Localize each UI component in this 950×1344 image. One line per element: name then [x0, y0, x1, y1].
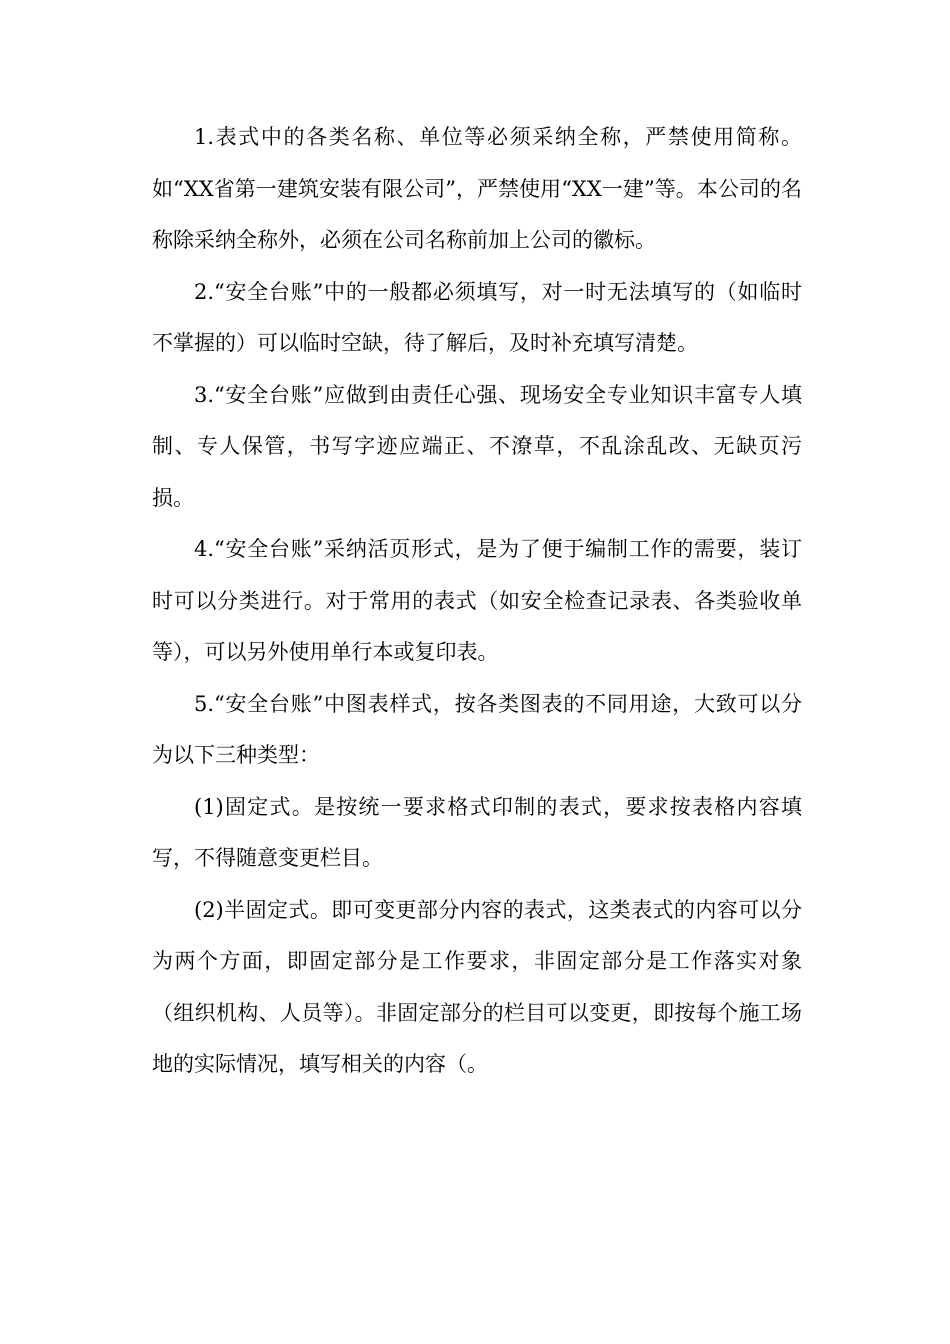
- paragraph-6: (1)固定式。是按统一要求格式印制的表式，要求按表格内容填写，不得随意变更栏目。: [152, 794, 802, 870]
- paragraph-2: 2.“安全台账”中的一般都必须填写，对一时无法填写的（如临时不掌握的）可以临时空缺，待了解后，及时补充填写清楚。: [152, 279, 802, 355]
- paragraph-4: 4.“安全台账”采纳活页形式，是为了便于编制工作的需要，装订时可以分类进行。对于常用的表式（如安全检查记录表、各类验收单等），可以另外使用单行本或复印表。: [152, 537, 802, 664]
- paragraph-7: (2)半固定式。即可变更部分内容的表式，这类表式的内容可以分为两个方面，即固定部分是工作要求，非固定部分是工作落实对象（组织机构、人员等）。非固定部分的栏目可以变更，即按每个施工场地的实际情况，填写相关的内容（。: [152, 897, 802, 1076]
- paragraph-5: 5.“安全台账”中图表样式，按各类图表的不同用途，大致可以分为以下三种类型：: [152, 691, 802, 767]
- paragraph-1: 1.表式中的各类名称、单位等必须采纳全称，严禁使用简称。如“XX省第一建筑安装有限公司”，严禁使用“XX一建”等。本公司的名称除采纳全称外，必须在公司名称前加上公司的徽标。: [152, 125, 802, 252]
- paragraph-3: 3.“安全台账”应做到由责任心强、现场安全专业知识丰富专人填制、专人保管，书写字迹应端正、不潦草，不乱涂乱改、无缺页污损。: [152, 382, 802, 510]
- document-body: [152, 112, 802, 1091]
